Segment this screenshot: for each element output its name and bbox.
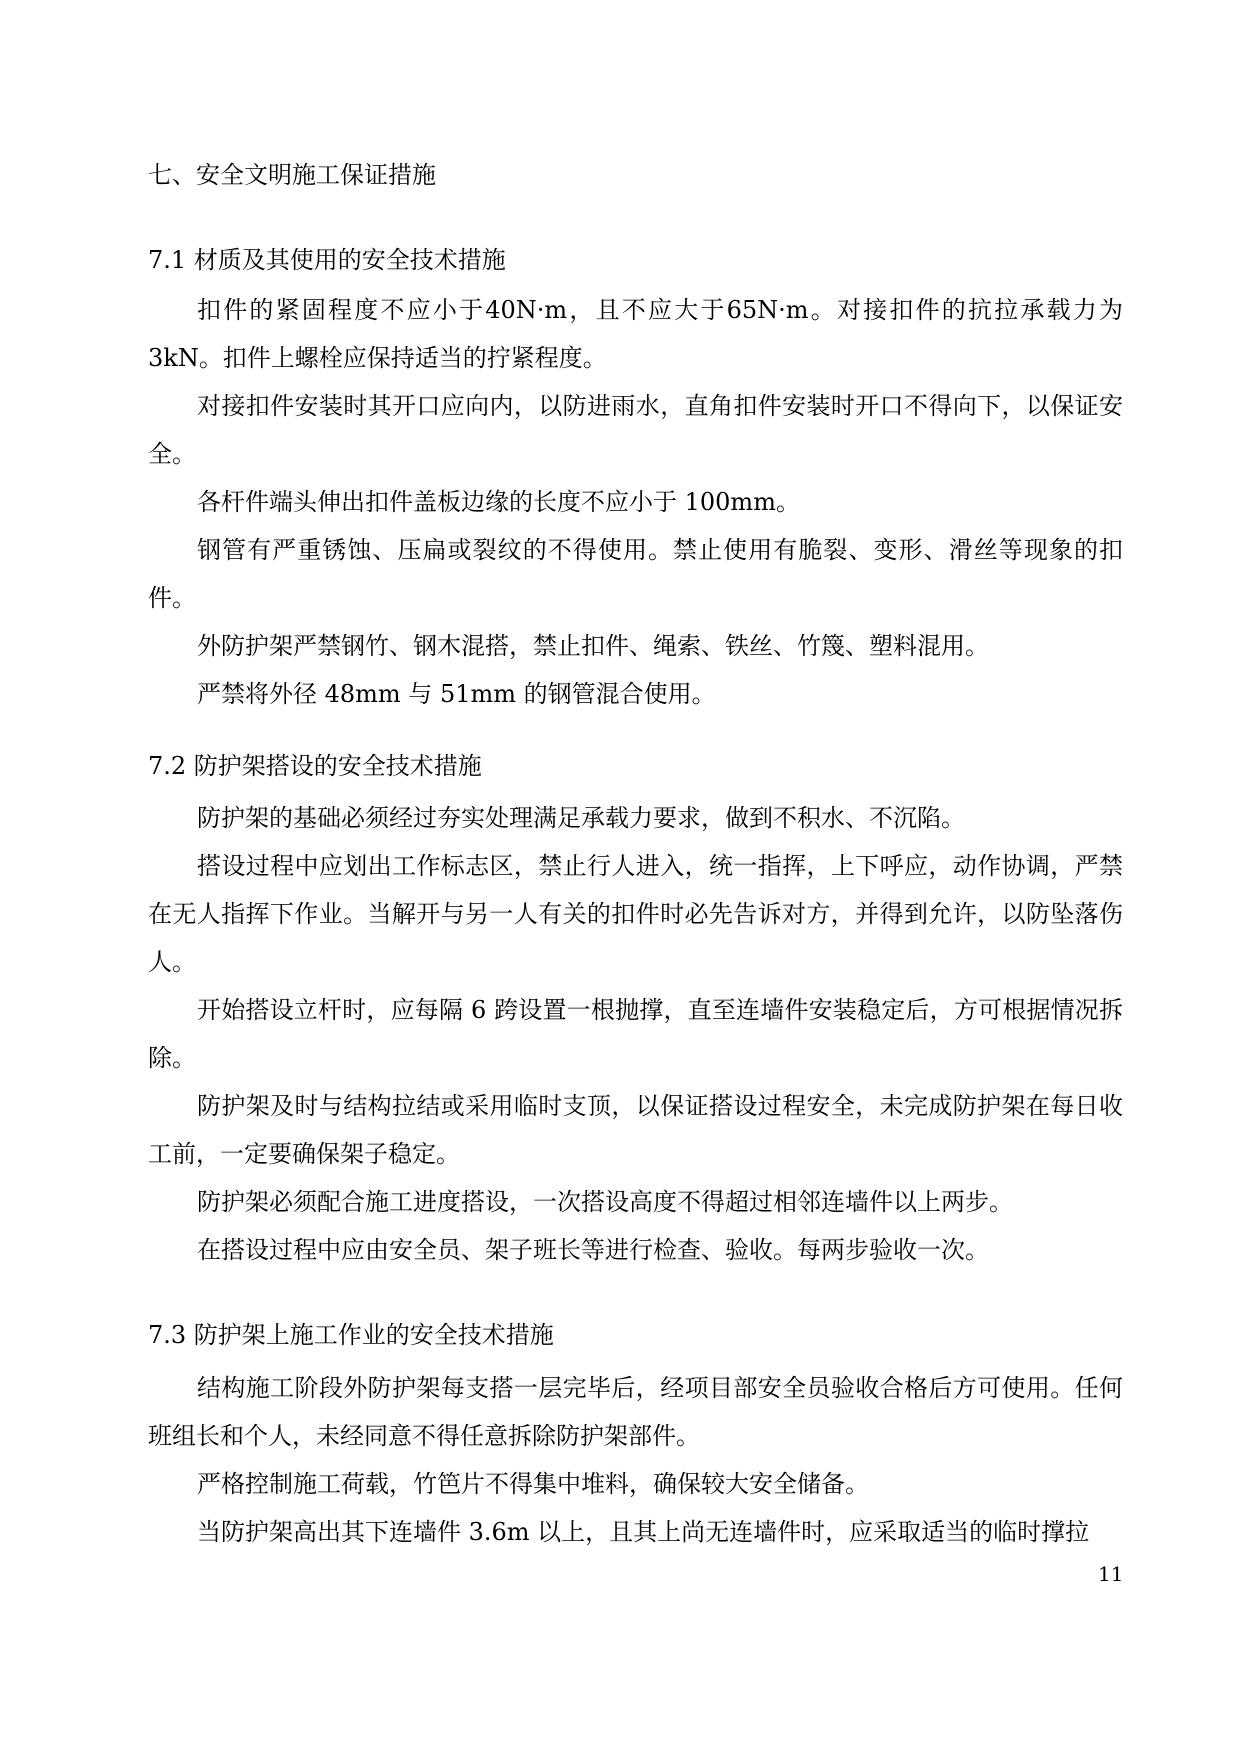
paragraph: 搭设过程中应划出工作标志区，禁止行人进入，统一指挥，上下呼应，动作协调，严禁在无人指挥下作业。当解开与另一人有关的扣件时必先告诉对方，并得到允许，以防坠落伤人。 [148, 852, 1123, 976]
paragraph: 对接扣件安装时其开口应向内，以防进雨水，直角扣件安装时开口不得向下，以保证安全。 [148, 392, 1123, 468]
paragraph: 结构施工阶段外防护架每支搭一层完毕后，经项目部安全员验收合格后方可使用。任何班组长和个人，未经同意不得任意拆除防护架部件。 [148, 1374, 1123, 1450]
paragraph: 防护架必须配合施工进度搭设，一次搭设高度不得超过相邻连墙件以上两步。 [197, 1188, 1013, 1216]
paragraph: 各杆件端头伸出扣件盖板边缘的长度不应小于 100mm。 [197, 488, 800, 516]
subsection-heading-7-1: 7.1 材质及其使用的安全技术措施 [148, 246, 506, 274]
paragraph: 开始搭设立杆时，应每隔 6 跨设置一根抛撑，直至连墙件安装稳定后，方可根据情况拆除。 [148, 996, 1123, 1072]
paragraph: 扣件的紧固程度不应小于40N·m，且不应大于65N·m。对接扣件的抗拉承载力为3kN。扣件上螺栓应保持适当的拧紧程度。 [148, 296, 1123, 372]
paragraph: 严格控制施工荷载，竹笆片不得集中堆料，确保较大安全储备。 [197, 1470, 869, 1498]
subsection-heading-7-3: 7.3 防护架上施工作业的安全技术措施 [148, 1321, 554, 1349]
paragraph: 严禁将外径 48mm 与 51mm 的钢管混合使用。 [197, 680, 716, 708]
paragraph: 防护架及时与结构拉结或采用临时支顶，以保证搭设过程安全，未完成防护架在每日收工前，一定要确保架子稳定。 [148, 1092, 1123, 1168]
paragraph: 防护架的基础必须经过夯实处理满足承载力要求，做到不积水、不沉陷。 [197, 804, 965, 832]
section-title: 七、安全文明施工保证措施 [148, 161, 436, 189]
paragraph: 在搭设过程中应由安全员、架子班长等进行检查、验收。每两步验收一次。 [197, 1236, 989, 1264]
paragraph: 当防护架高出其下连墙件 3.6m 以上，且其上尚无连墙件时，应采取适当的临时撑拉 [197, 1518, 1090, 1546]
paragraph: 钢管有严重锈蚀、压扁或裂纹的不得使用。禁止使用有脆裂、变形、滑丝等现象的扣件。 [148, 536, 1123, 612]
page-number: 11 [1098, 1562, 1124, 1586]
subsection-heading-7-2: 7.2 防护架搭设的安全技术措施 [148, 752, 482, 780]
paragraph: 外防护架严禁钢竹、钢木混搭，禁止扣件、绳索、铁丝、竹篾、塑料混用。 [197, 632, 989, 660]
